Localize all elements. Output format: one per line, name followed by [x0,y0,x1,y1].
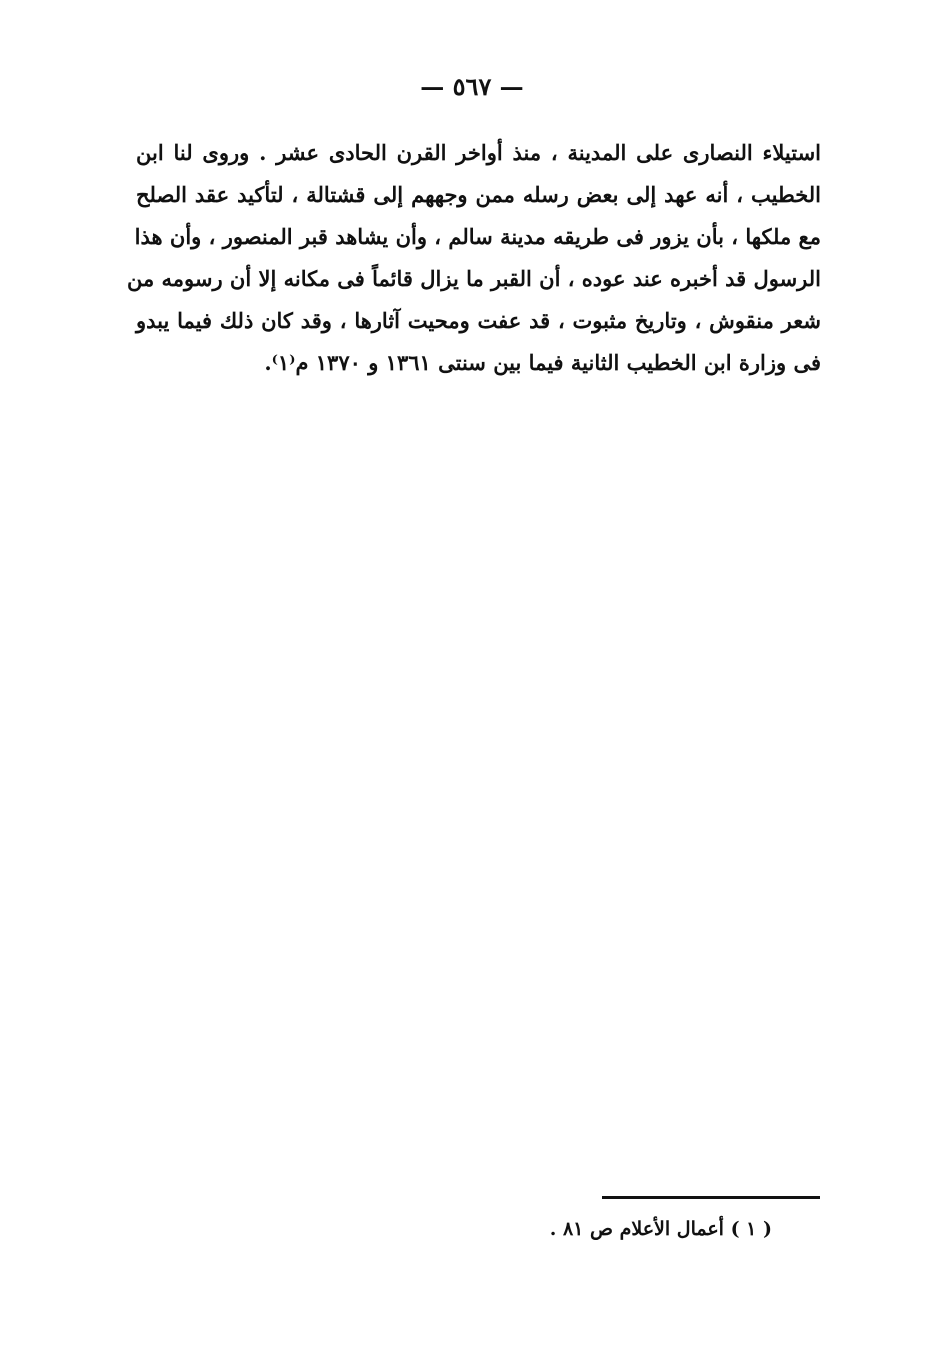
text-line: الخطيب ، أنه عهد إلى بعض رسله ممن وجههم إلى قشتالة ، لتأكيد عقد الصلح [136,182,821,207]
text-line: شعر منقوش ، وتاريخ مثبوت ، قد عفت ومحيت آثارها ، وقد كان ذلك فيما يبدو [136,308,821,333]
body-paragraph [126,132,821,384]
footnote-divider [602,1196,820,1199]
text-line: مع ملكها ، بأن يزور فى طريقه مدينة سالم ، وأن يشاهد قبر المنصور ، وأن هذا [134,224,821,249]
text-line: فى وزارة ابن الخطيب الثانية فيما بين سنتى ١٣٦١ و ١٣٧٠ م⁽١⁾. [264,350,821,375]
footnote: ( ١ ) أعمال الأعلام ص ٨١ . [549,1218,772,1240]
text-line: استيلاء النصارى على المدينة ، منذ أواخر القرن الحادى عشر . وروى لنا ابن [136,140,821,165]
page-number: — ٥٦٧ — [420,72,524,101]
text-line: الرسول قد أخبره عند عوده ، أن القبر ما يزال قائماً فى مكانه إلا أن رسومه من [126,266,821,291]
